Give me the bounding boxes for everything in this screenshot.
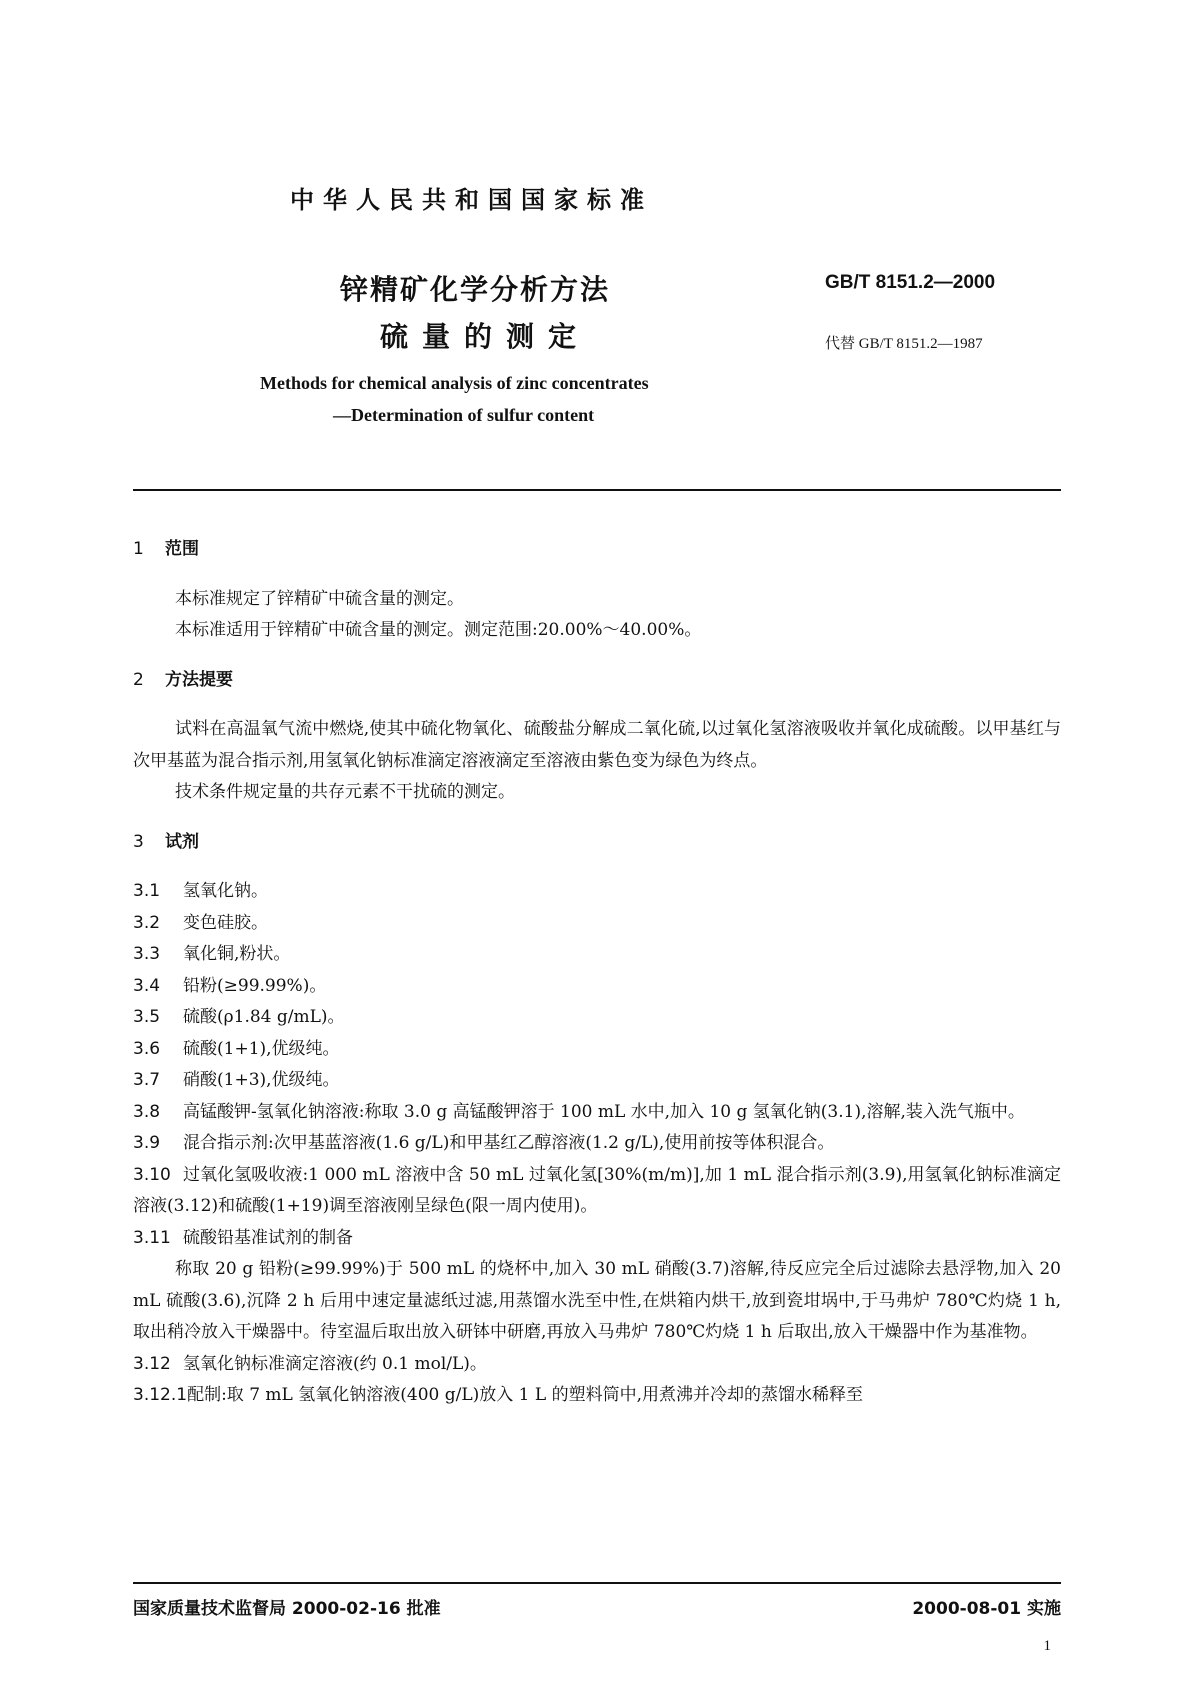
- list-item: [133, 1034, 1061, 1066]
- item-text: 铅粉(≥99.99%)。: [183, 975, 327, 996]
- list-item: [133, 1160, 1061, 1223]
- paragraph: 本标准适用于锌精矿中硫含量的测定。测定范围:20.00%～40.00%。: [175, 620, 702, 640]
- approval-date: 国家质量技术监督局 2000-02-16 批准: [133, 1599, 441, 1619]
- item-text: 过氧化氢吸收液:1 000 mL 溶液中含 50 mL 过氧化氢[30%(m/m)],加 1 mL 混合指示剂(3.9),用氢氧化钠标准滴定溶液(3.12)和硫酸(1+19)调至溶液刚呈绿色(限一周内使用)。: [133, 1164, 1061, 1216]
- item-text: 变色硅胶。: [183, 912, 268, 933]
- english-title-line-1: Methods for chemical analysis of zinc concentrates: [260, 373, 649, 393]
- page-number: 1: [1043, 1638, 1051, 1654]
- title-line-1: 锌精矿化学分析方法: [340, 273, 611, 306]
- list-item: [133, 1223, 1061, 1255]
- paragraph: 称取 20 g 铅粉(≥99.99%)于 500 mL 的烧杯中,加入 30 mL 硝酸(3.7)溶解,待反应完全后过滤除去悬浮物,加入 20 mL 硫酸(3.6),沉降 2 h 后用中速定量滤纸过滤,用蒸馏水洗至中性,在烘箱内烘干,放到瓷坩埚中,于马弗炉 780℃灼烧 1 h,取出稍冷放入干燥器中。待室温后取出放入研钵中研磨,再放入马弗炉 780℃灼烧 1 h 后取出,放入干燥器中作为基准物。: [133, 1259, 1062, 1342]
- item-text: 硫酸(ρ1.84 g/mL)。: [183, 1007, 345, 1027]
- item-text: 硫酸(1+1),优级纯。: [183, 1038, 340, 1059]
- item-number: 3.12: [133, 1353, 171, 1374]
- standard-number: GB/T 8151.2—2000: [825, 272, 996, 293]
- section-number: 2: [133, 669, 144, 690]
- paragraph: 试料在高温氧气流中燃烧,使其中硫化物氧化、硫酸盐分解成二氧化硫,以过氧化氢溶液吸收并氧化成硫酸。以甲基红与次甲基蓝为混合指示剂,用氢氧化钠标准滴定溶液滴定至溶液由紫色变为绿色为终点。: [133, 719, 1061, 771]
- list-item: [133, 1097, 1061, 1129]
- section-title: 范围: [165, 539, 199, 559]
- implementation-date: 2000-08-01 实施: [912, 1599, 1061, 1619]
- item-text: 高锰酸钾-氢氧化钠溶液:称取 3.0 g 高锰酸钾溶于 100 mL 水中,加入 10 g 氢氧化钠(3.1),溶解,装入洗气瓶中。: [183, 1101, 1025, 1122]
- item-number: 3.10: [133, 1164, 171, 1185]
- item-text: 硫酸铅基准试剂的制备: [183, 1227, 353, 1248]
- list-item: [133, 1065, 1061, 1097]
- english-title-line-2: —Determination of sulfur content: [333, 405, 595, 425]
- section-number: 3: [133, 831, 144, 852]
- item-text: 配制:取 7 mL 氢氧化钠溶液(400 g/L)放入 1 L 的塑料筒中,用煮沸并冷却的蒸馏水稀释至: [187, 1385, 863, 1405]
- item-text: 氢氧化钠。: [183, 881, 268, 901]
- section-heading-2: [133, 665, 1061, 697]
- item-number: 3.5: [133, 1007, 161, 1027]
- item-text: 硝酸(1+3),优级纯。: [183, 1070, 340, 1090]
- document-body: [133, 530, 1061, 1412]
- paragraph: 技术条件规定量的共存元素不干扰硫的测定。: [175, 782, 515, 802]
- list-item: [133, 1349, 1061, 1381]
- section-title: 试剂: [165, 831, 199, 852]
- item-number: 3.8: [133, 1101, 161, 1122]
- section-heading-1: [133, 534, 1061, 566]
- list-item: [133, 908, 1061, 940]
- list-item: [133, 876, 1061, 908]
- section-heading-3: [133, 827, 1061, 859]
- list-item: [133, 1002, 1061, 1034]
- item-number: 3.2: [133, 912, 161, 933]
- item-number: 3.11: [133, 1227, 171, 1248]
- header-divider: [133, 489, 1061, 491]
- list-item: [133, 1128, 1061, 1160]
- replaces-standard: 代替 GB/T 8151.2—1987: [825, 336, 983, 352]
- paragraph: 本标准规定了锌精矿中硫含量的测定。: [175, 588, 464, 609]
- national-standard-heading: 中华人民共和国国家标准: [290, 186, 653, 214]
- title-line-2: 硫量的测定: [380, 320, 591, 353]
- list-item: [133, 971, 1061, 1003]
- item-number: 3.12.1: [133, 1385, 188, 1405]
- item-number: 3.7: [133, 1070, 161, 1090]
- item-text: 氢氧化钠标准滴定溶液(约 0.1 mol/L)。: [183, 1353, 487, 1374]
- section-number: 1: [133, 539, 144, 559]
- list-item: [133, 939, 1061, 971]
- item-number: 3.1: [133, 881, 161, 901]
- section-title: 方法提要: [165, 669, 233, 690]
- item-number: 3.3: [133, 944, 161, 964]
- item-text: 混合指示剂:次甲基蓝溶液(1.6 g/L)和甲基红乙醇溶液(1.2 g/L),使用前按等体积混合。: [183, 1133, 835, 1153]
- item-number: 3.9: [133, 1133, 161, 1153]
- list-item: [133, 1380, 1061, 1412]
- item-text: 氧化铜,粉状。: [183, 944, 291, 964]
- item-number: 3.6: [133, 1038, 161, 1059]
- footer-divider: [133, 1582, 1061, 1584]
- item-number: 3.4: [133, 975, 161, 996]
